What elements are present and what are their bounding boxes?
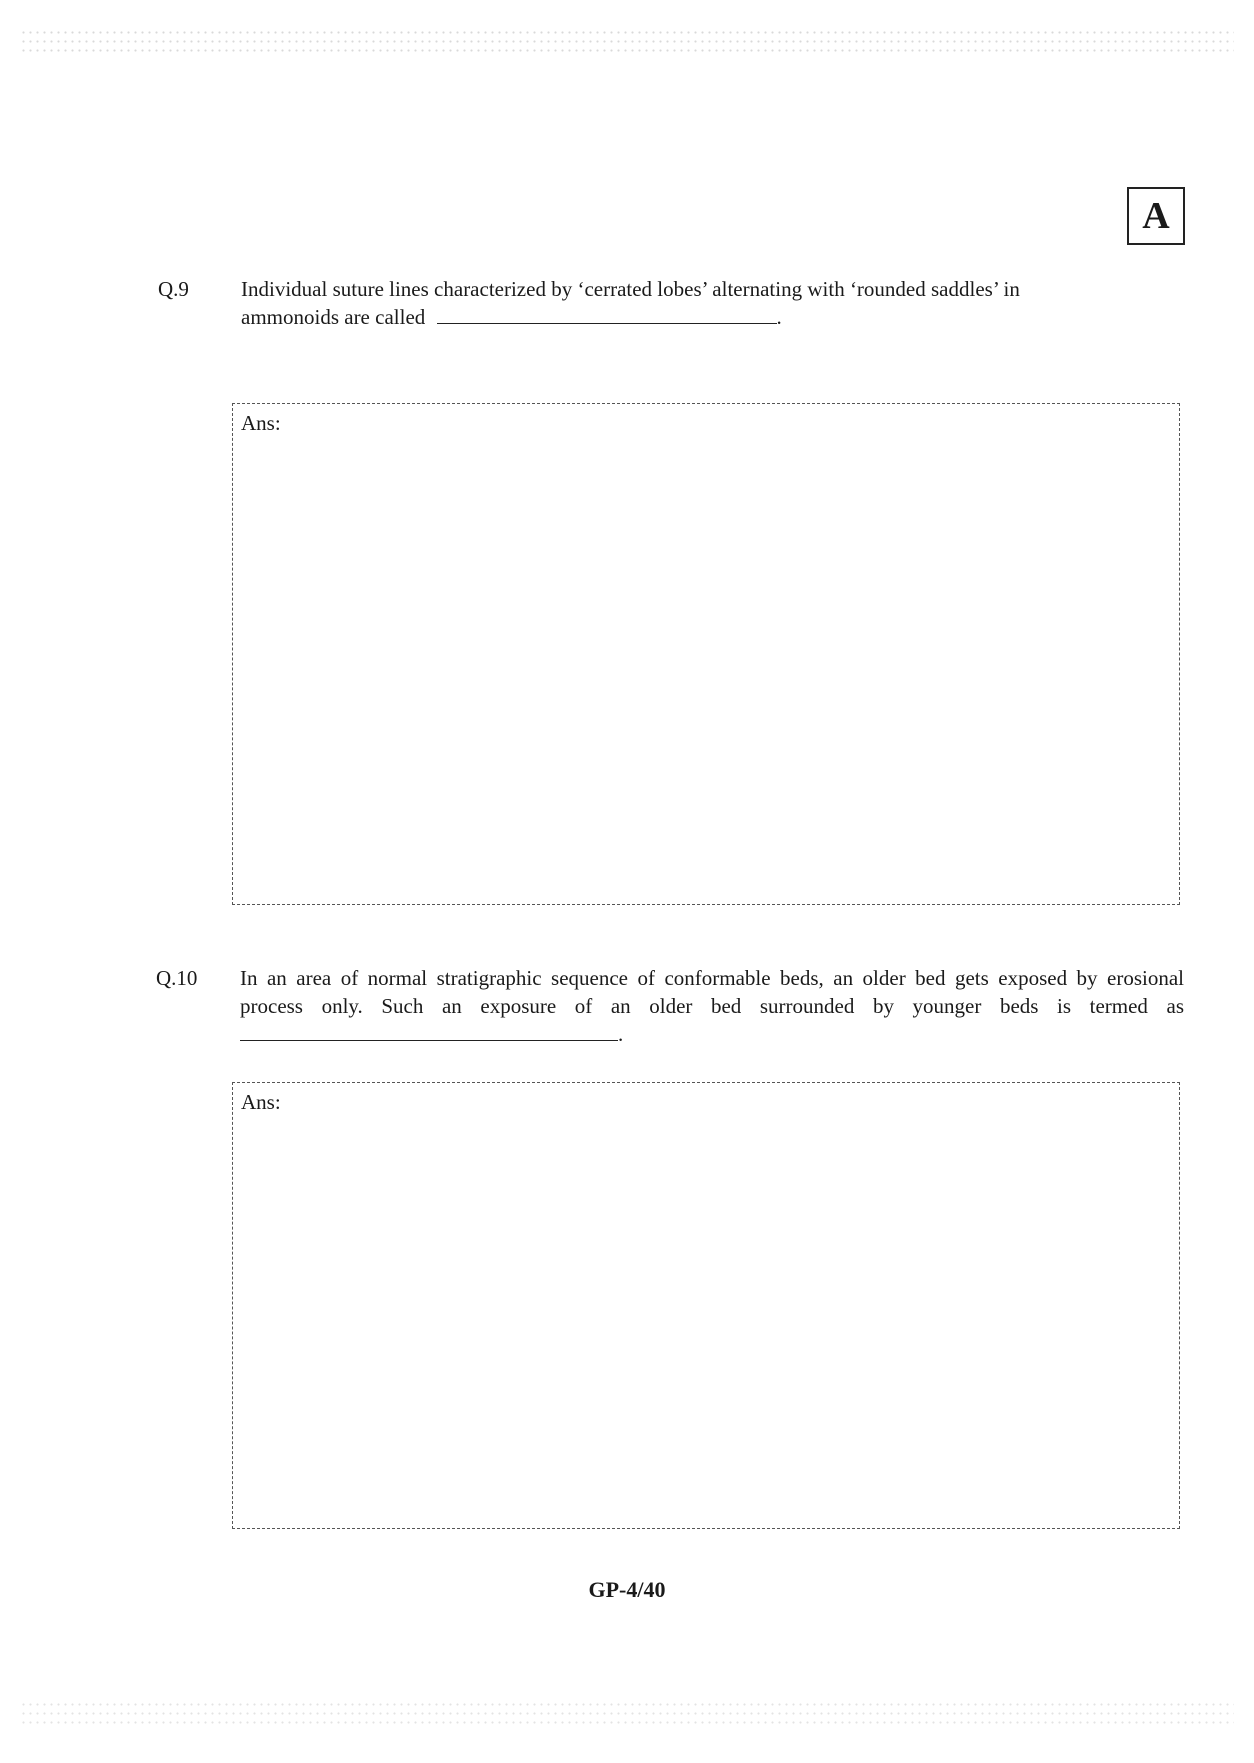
question-text <box>241 275 1185 331</box>
scan-artifact-bottom <box>20 1700 1234 1724</box>
question-number: Q.9 <box>158 277 189 301</box>
answer-label: Ans: <box>241 1090 281 1114</box>
question-number: Q.10 <box>156 966 198 990</box>
answer-label: Ans: <box>241 411 281 435</box>
fill-in-blank[interactable] <box>437 303 777 324</box>
booklet-code-letter: A <box>1142 195 1170 237</box>
answer-box-q10[interactable] <box>232 1082 1180 1529</box>
fill-in-blank[interactable] <box>240 1020 618 1041</box>
booklet-code-box <box>1127 187 1185 245</box>
scan-artifact-top <box>20 28 1234 52</box>
question-9 <box>158 275 1188 335</box>
question-text-line-1: Individual suture lines characterized by ‘cerrated lobes’ alternating with ‘rounded saddles’ in <box>241 277 1020 301</box>
page-footer-code: GP-4/40 <box>588 1577 666 1602</box>
question-10 <box>156 964 1186 1054</box>
question-text-end: termed as <box>1089 994 1185 1018</box>
question-end-punct: . <box>776 305 782 329</box>
question-end-punct: . <box>618 1022 624 1046</box>
question-text-line-2: ammonoids are called <box>241 305 426 329</box>
question-text-body: In an area of normal stratigraphic sequence of conformable beds, an older bed gets exposed by erosional process only. Such an exposure of an older bed surrounded by younger beds is <box>240 966 1184 1018</box>
answer-box-q9[interactable] <box>232 403 1180 905</box>
question-text <box>240 964 1184 1048</box>
